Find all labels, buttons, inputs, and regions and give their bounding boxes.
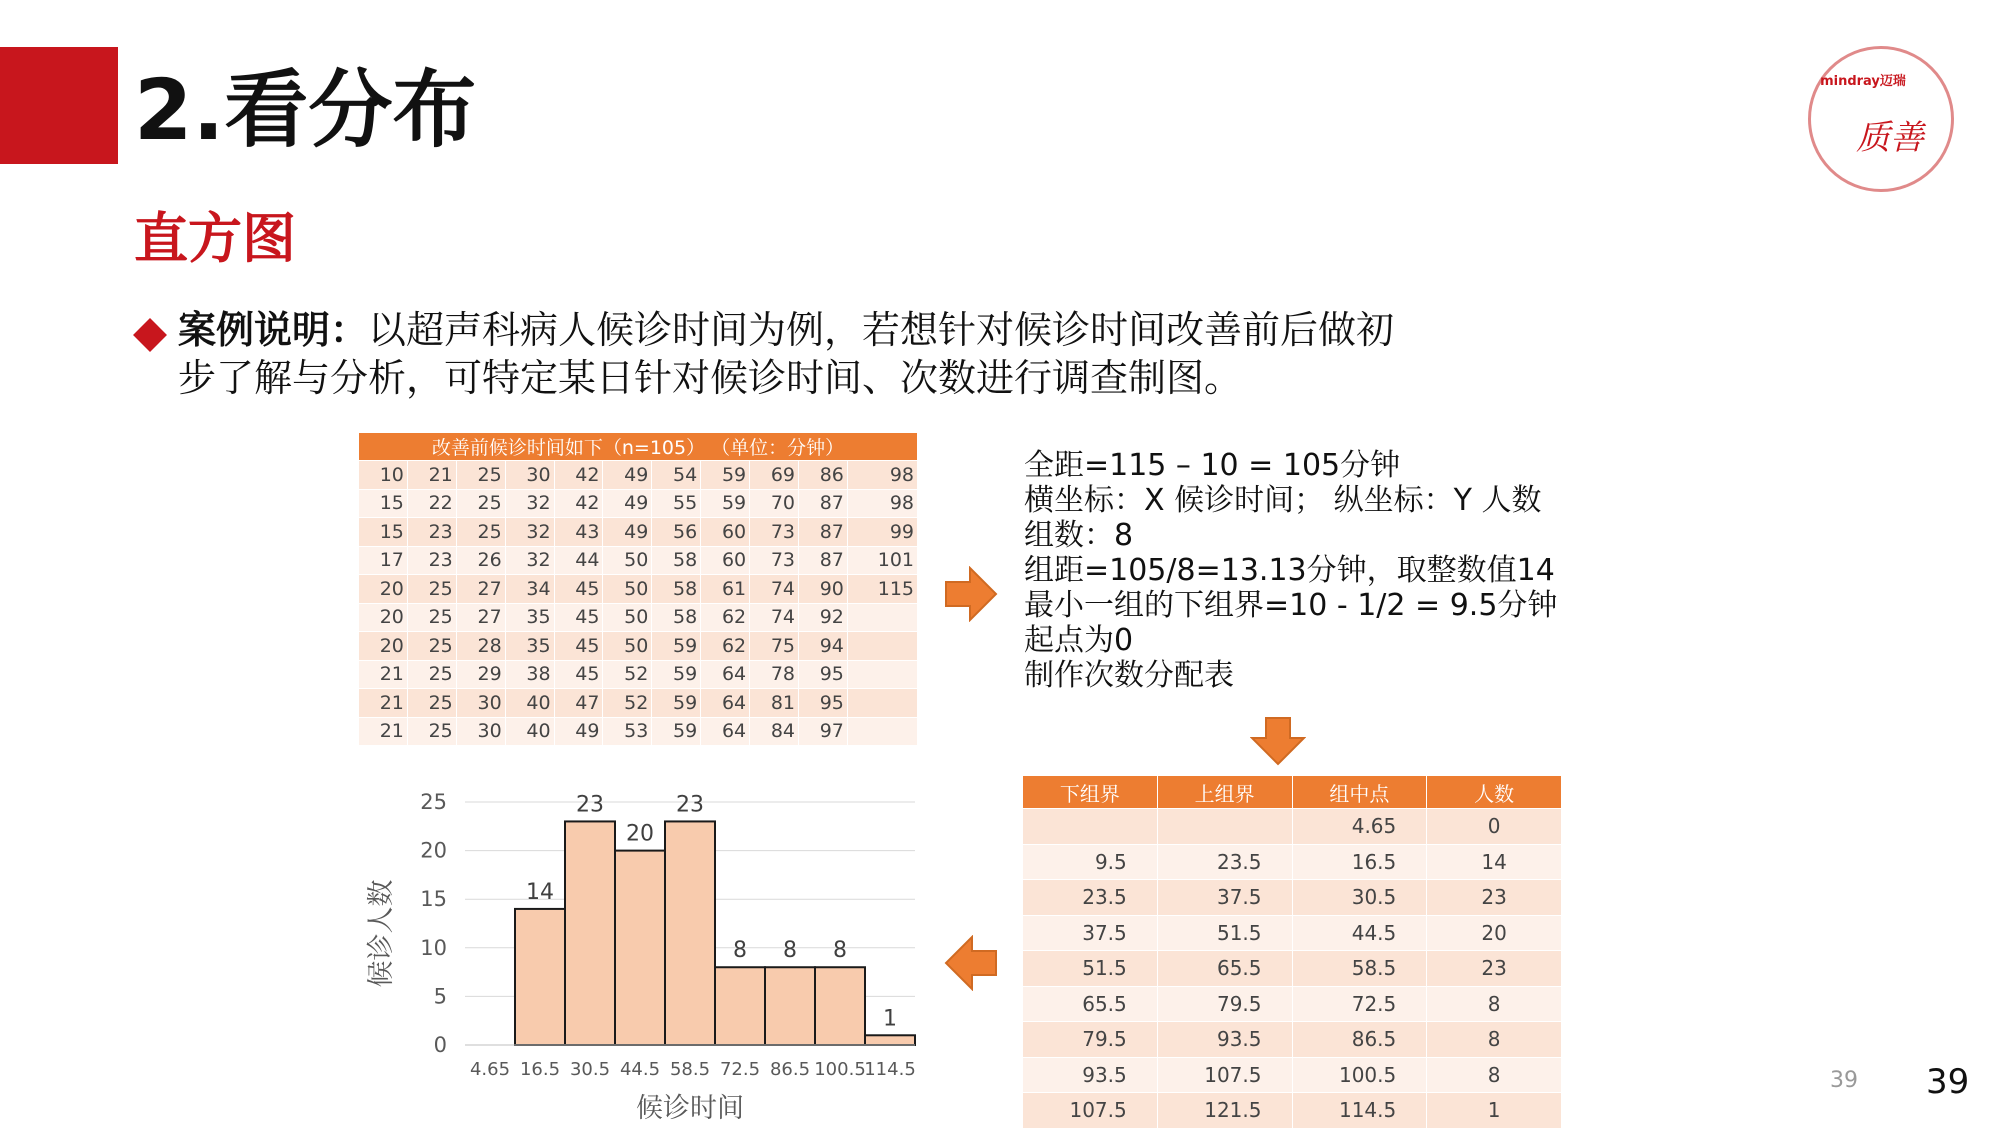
data-label: 20 [626,821,654,847]
table-cell: 107.5 [1023,1093,1158,1129]
table-cell: 87 [799,518,848,547]
table-row [359,603,918,632]
table-cell: 52 [603,660,652,689]
table-cell: 32 [505,518,554,547]
y-tick-label: 20 [420,838,447,863]
table-row [359,546,918,575]
table-cell: 94 [799,632,848,661]
table-cell: 30.5 [1292,880,1427,916]
table-cell: 73 [750,518,799,547]
table-cell: 20 [359,603,408,632]
table-cell: 65.5 [1023,986,1158,1022]
table-row [1023,1057,1562,1093]
y-tick-label: 10 [420,935,447,960]
histogram-bar [665,821,715,1045]
table-cell: 69 [750,461,799,490]
table-cell: 25 [407,689,456,718]
table-cell: 1 [1427,1093,1562,1129]
arrow-down-icon [1250,716,1306,766]
y-tick-label: 5 [433,984,447,1009]
table-cell: 27 [456,603,505,632]
table-cell: 59 [701,489,750,518]
table-cell: 100.5 [1292,1057,1427,1093]
table-row [359,632,918,661]
calculation-notes [1024,448,1557,693]
table-cell: 32 [505,489,554,518]
table-cell: 23 [1427,951,1562,987]
table-cell: 21 [359,660,408,689]
table-cell [847,632,917,661]
table-cell: 86 [799,461,848,490]
table-cell [1023,809,1158,845]
table-cell: 25 [407,660,456,689]
table-cell: 90 [799,575,848,604]
x-tick-label: 4.65 [469,1059,511,1080]
page-number-small: 39 [1830,1068,1858,1093]
table-cell: 50 [603,546,652,575]
x-tick-label: 58.5 [669,1059,711,1080]
table-cell: 37.5 [1023,915,1158,951]
table-cell: 25 [407,575,456,604]
x-tick-label: 16.5 [519,1059,561,1080]
note-make-table: 制作次数分配表 [1024,658,1234,693]
table-cell: 20 [359,575,408,604]
table-cell: 60 [701,546,750,575]
case-text-line2: 步了解与分析，可特定某日针对候诊时间、次数进行调查制图。 [178,356,1243,400]
table-cell: 115 [847,575,917,604]
x-tick-label: 44.5 [619,1059,661,1080]
y-axis-title: 候诊人数 [366,879,397,988]
table-cell: 65.5 [1157,951,1292,987]
table-cell: 87 [799,546,848,575]
frequency-distribution-table [1022,775,1562,1129]
table-row [1023,809,1562,845]
table-row [359,518,918,547]
table-cell: 30 [456,689,505,718]
x-tick-label: 100.5 [814,1059,866,1080]
table-cell: 78 [750,660,799,689]
table-cell: 56 [652,518,701,547]
table-cell: 23.5 [1157,844,1292,880]
table-cell: 21 [359,689,408,718]
note-start: 起点为0 [1024,623,1134,658]
table-cell: 14 [1427,844,1562,880]
table-cell: 49 [603,518,652,547]
x-tick-label: 72.5 [719,1059,761,1080]
table-row [1023,1022,1562,1058]
slide-subtitle: 直方图 [134,207,296,270]
table-cell [847,603,917,632]
raw-waiting-time-table [358,432,918,746]
table-cell: 50 [603,632,652,661]
table-cell: 43 [554,518,603,547]
table-cell: 47 [554,689,603,718]
table-cell: 64 [701,660,750,689]
note-range: 全距=115 – 10 = 105分钟 [1024,448,1401,483]
histogram-bar [515,909,565,1045]
table-cell: 58 [652,603,701,632]
arrow-left-icon [944,935,998,991]
table-cell: 114.5 [1292,1093,1427,1129]
table-cell [1157,809,1292,845]
table-cell: 121.5 [1157,1093,1292,1129]
table-cell: 21 [359,717,408,746]
title-accent-bar [0,47,118,164]
table-cell: 79.5 [1023,1022,1158,1058]
table-cell: 49 [603,461,652,490]
x-axis-title: 候诊时间 [636,1093,744,1124]
raw-table-header: 改善前候诊时间如下（n=105） （单位：分钟） [359,433,918,461]
table-cell: 95 [799,689,848,718]
freq-table-body [1023,809,1562,1129]
table-cell: 98 [847,489,917,518]
table-cell: 25 [456,518,505,547]
case-label: 案例说明： [178,308,369,352]
y-tick-label: 15 [420,887,447,912]
table-cell: 60 [701,518,750,547]
table-cell: 59 [652,689,701,718]
data-label: 14 [526,879,554,905]
table-cell: 73 [750,546,799,575]
table-cell: 101 [847,546,917,575]
table-row [359,717,918,746]
table-cell: 45 [554,575,603,604]
table-cell: 25 [407,632,456,661]
col-upper-bound: 上组界 [1157,776,1292,809]
data-label: 23 [676,792,704,818]
table-cell: 10 [359,461,408,490]
note-lower-bound: 最小一组的下组界=10 - 1/2 = 9.5分钟 [1024,588,1558,623]
arrow-right-icon [944,566,998,622]
note-axes: 横坐标：X 候诊时间； 纵坐标：Y 人数 [1024,483,1542,518]
table-cell: 30 [456,717,505,746]
table-cell: 15 [359,489,408,518]
data-label: 23 [576,792,604,818]
y-tick-label: 0 [433,1033,447,1057]
table-cell: 23 [407,518,456,547]
table-cell: 37.5 [1157,880,1292,916]
table-cell: 25 [407,717,456,746]
x-tick-label: 30.5 [569,1059,611,1080]
table-cell: 8 [1427,1022,1562,1058]
table-cell: 98 [847,461,917,490]
table-cell: 20 [359,632,408,661]
table-cell: 64 [701,689,750,718]
raw-table-body [359,461,918,746]
table-cell: 35 [505,632,554,661]
table-cell: 22 [407,489,456,518]
data-label: 8 [733,938,747,964]
table-cell: 26 [456,546,505,575]
table-cell: 28 [456,632,505,661]
data-label: 1 [883,1006,897,1032]
logo-mark-text: 质善 [1856,118,1924,158]
table-row [359,575,918,604]
table-cell: 87 [799,489,848,518]
table-cell: 62 [701,603,750,632]
table-cell: 81 [750,689,799,718]
table-cell: 51.5 [1157,915,1292,951]
table-cell: 107.5 [1157,1057,1292,1093]
table-cell: 92 [799,603,848,632]
table-cell [847,717,917,746]
x-tick-label: 114.5 [864,1059,916,1080]
table-cell: 99 [847,518,917,547]
table-cell: 79.5 [1157,986,1292,1022]
table-cell: 55 [652,489,701,518]
histogram-bar [615,851,665,1045]
table-cell: 86.5 [1292,1022,1427,1058]
col-count: 人数 [1427,776,1562,809]
table-cell: 8 [1427,1057,1562,1093]
table-row [359,489,918,518]
table-cell: 93.5 [1023,1057,1158,1093]
note-group-width: 组距=105/8=13.13分钟，取整数值14 [1024,553,1555,588]
table-cell: 9.5 [1023,844,1158,880]
table-cell: 58.5 [1292,951,1427,987]
data-label: 8 [783,938,797,964]
table-row [1023,915,1562,951]
table-cell: 45 [554,632,603,661]
table-cell: 74 [750,575,799,604]
table-cell: 50 [603,575,652,604]
table-cell: 4.65 [1292,809,1427,845]
table-cell: 72.5 [1292,986,1427,1022]
table-cell: 32 [505,546,554,575]
x-tick-label: 86.5 [769,1059,811,1080]
table-cell: 34 [505,575,554,604]
histogram-bar [565,821,615,1045]
table-cell: 95 [799,660,848,689]
logo-brand-text: mindray迈瑞 [1820,74,1906,89]
table-cell: 84 [750,717,799,746]
col-lower-bound: 下组界 [1023,776,1158,809]
table-cell: 8 [1427,986,1562,1022]
table-row [359,660,918,689]
table-cell: 40 [505,717,554,746]
table-cell: 74 [750,603,799,632]
histogram-bar [815,967,865,1045]
note-group-count: 组数：8 [1024,518,1134,553]
table-cell: 25 [456,489,505,518]
table-cell: 58 [652,546,701,575]
table-cell: 59 [652,632,701,661]
table-cell [847,660,917,689]
table-cell: 97 [799,717,848,746]
table-cell: 27 [456,575,505,604]
table-cell: 59 [652,660,701,689]
table-cell: 59 [701,461,750,490]
table-cell: 16.5 [1292,844,1427,880]
case-text-line1: 以超声科病人候诊时间为例，若想针对候诊时间改善前后做初 [368,308,1395,352]
table-cell: 45 [554,660,603,689]
table-cell: 15 [359,518,408,547]
case-description [178,306,1438,402]
table-cell: 23 [407,546,456,575]
table-cell: 53 [603,717,652,746]
table-cell: 44 [554,546,603,575]
table-cell: 17 [359,546,408,575]
slide-title: 2.看分布 [134,61,477,159]
table-cell: 45 [554,603,603,632]
data-label: 8 [833,938,847,964]
col-midpoint: 组中点 [1292,776,1427,809]
table-cell: 70 [750,489,799,518]
table-cell: 29 [456,660,505,689]
table-cell: 42 [554,461,603,490]
table-cell: 62 [701,632,750,661]
table-row [1023,951,1562,987]
table-cell: 49 [554,717,603,746]
table-cell: 64 [701,717,750,746]
histogram-bar [865,1035,915,1045]
table-cell: 54 [652,461,701,490]
table-cell: 25 [456,461,505,490]
table-cell: 61 [701,575,750,604]
table-cell: 75 [750,632,799,661]
table-row [359,461,918,490]
table-cell: 52 [603,689,652,718]
y-tick-label: 25 [420,790,447,814]
table-cell: 20 [1427,915,1562,951]
page-number: 39 [1926,1062,1970,1102]
table-cell: 44.5 [1292,915,1427,951]
table-cell: 42 [554,489,603,518]
table-row [1023,986,1562,1022]
table-cell [847,689,917,718]
table-cell: 51.5 [1023,951,1158,987]
table-cell: 30 [505,461,554,490]
table-cell: 0 [1427,809,1562,845]
histogram-bar [765,967,815,1045]
table-row [1023,880,1562,916]
table-row [1023,1093,1562,1129]
histogram-chart [360,780,930,1125]
table-cell: 93.5 [1157,1022,1292,1058]
table-cell: 23.5 [1023,880,1158,916]
table-cell: 40 [505,689,554,718]
table-cell: 23 [1427,880,1562,916]
histogram-bar [715,967,765,1045]
table-cell: 59 [652,717,701,746]
table-cell: 38 [505,660,554,689]
table-cell: 21 [407,461,456,490]
table-cell: 25 [407,603,456,632]
table-row [359,689,918,718]
diamond-bullet-icon [133,318,167,352]
table-row [1023,844,1562,880]
table-cell: 58 [652,575,701,604]
table-cell: 49 [603,489,652,518]
table-cell: 35 [505,603,554,632]
table-cell: 50 [603,603,652,632]
